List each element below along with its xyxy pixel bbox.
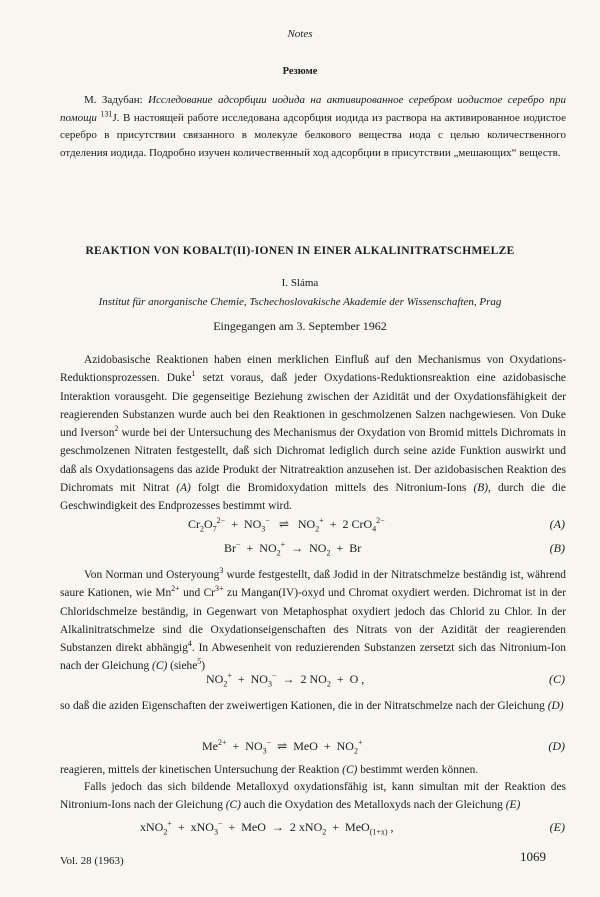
isotope-element: J. bbox=[112, 111, 120, 124]
page-number: 1069 bbox=[520, 849, 546, 864]
equation-d-formula: $Me^{2+} + NO_3^-$ ⇌ MeO + $NO_2^+$ bbox=[202, 738, 363, 756]
paragraph-4: reagieren, mittels der kinetischen Untersuchung der Reaktion (C) bestimmt werden können. bbox=[60, 764, 479, 776]
volume-info: Vol. 28 (1963) bbox=[60, 855, 124, 867]
article-affiliation: Institut für anorganische Chemie, Tschechoslovakische Akademie der Wissenschaften, Prag bbox=[98, 296, 502, 308]
received-date: Eingegangen am 3. September 1962 bbox=[213, 319, 387, 333]
equation-a-formula: $Cr_2O_7^{2-} + NO_3^-$ ⇌ $NO_2^+ + 2$ CrO$_4^{2-}$ bbox=[188, 516, 385, 534]
equation-c-formula: $NO_2^+ + NO_3^- \to 2$ $NO_2 + O$ , bbox=[206, 671, 365, 689]
running-head: Notes bbox=[287, 28, 313, 40]
equation-d-label: (D) bbox=[548, 739, 565, 753]
isotope-mass: 131 bbox=[100, 108, 113, 118]
paragraph-5: Falls jedoch das sich bildende Metalloxyd oxydationsfähig ist, kann simultan mit der Reaktion des Nitronium-Ions nach der Gleichung (C) auch die Oxydation des Metalloxyds nach der Gleichung (E) bbox=[60, 781, 566, 812]
reference-marker: 3 bbox=[219, 566, 224, 576]
article-title: REAKTION VON KOBALT(II)-IONEN IN EINER ALKALINITRATSCHMELZE bbox=[85, 245, 515, 257]
reference-marker: 5 bbox=[197, 657, 202, 667]
equation-a bbox=[150, 515, 565, 533]
paragraph-1: Azidobasische Reaktionen haben einen merklichen Einfluß auf den Mechanismus von Oxydations-Reduktionsprozessen. Duke$^1$ setzt voraus, daß jeder Oxydations-Reduktionsreaktion eine azidobasische Interaktion vorausgeht. Die gegenseitige Beziehung zwischen der Azidität und der Oxydationsfähigkeit der reagierenden Substanzen wurde auch bei den Reaktionen in geschmolzenen Salzen nachgewiesen. Von Duke und Iverson$^2$ wurde bei der Untersuchung des Mechanismus der Oxydation von Bromid mittels Dichromats in geschmolzenen Nitraten festgestellt, daß sich Dichromat lediglich durch seine azide Funktion auswirkt und daß als Oxydationsagens das azide Produkt der Nitratreaktion anzusehen ist. Der azidobasischen Reaktion des Dichromats mit Nitrat (A) folgt die Bromidoxydation mittels des Nitronium-Ions (B), durch die die Geschwindigkeit des Endprozesses bestimmt wird. bbox=[60, 354, 566, 513]
resume-author: M. Задубан: bbox=[84, 94, 143, 106]
paragraph-2: Von Norman und Osteryoung$^3$ wurde festgestellt, daß Jodid in der Nitratschmelze beständig ist, während saure Kationen, wie $Mn^{2+}$ und $Cr^{3+}$ zu Mangan(IV)-oxyd und Chromat oxydiert werden. Dichromat ist in der Chloridschmelze beständig, in Gegenwart von Metaphosphat oxydiert jedoch das Chlorid zu Chlor. In der Alkalinitratschmelze sind die Oxydationseigenschaften des Nitrats von der Azidität der reagierenden Substanzen direkt abhängig$^4$. In Abwesenheit von reduzierenden Substanzen zersetzt sich das Nitronium-Ion nach der Gleichung (C) (siehe$^5$) bbox=[60, 566, 567, 673]
paragraph-3: so daß die aziden Eigenschaften der zweiwertigen Kationen, die in der Nitratschmelze nach der Gleichung (D) bbox=[60, 700, 564, 712]
equation-e-formula: xNO$_2$+ + xNO$_3$− + MeO → 2 xNO$_2$ + MeO$_{(1+x)}$ , bbox=[140, 819, 394, 837]
equation-c bbox=[150, 670, 565, 688]
equation-c-label: (C) bbox=[549, 672, 565, 686]
resume-body: В настоящей работе исследована адсорбция иодида из раствора на активированное иодистое серебро в присутствии связанного в молекуле белкового вещества иода с целью количественного отделения иодида. Подробно изучен количественный ход адсорбции в присутствии „мешающих“ веществ. bbox=[60, 111, 567, 159]
resume-heading: Резюме bbox=[282, 66, 318, 77]
reference-marker: 2 bbox=[114, 424, 119, 434]
reference-marker: 1 bbox=[191, 369, 196, 379]
equation-b bbox=[150, 539, 565, 557]
equation-e-label: (E) bbox=[549, 820, 565, 834]
equation-b-formula: $Br^- + NO_2^+ \to NO_2 + Br$ bbox=[224, 540, 362, 558]
equation-d bbox=[150, 737, 565, 755]
resume-paragraph bbox=[60, 92, 566, 162]
article-author: I. Sláma bbox=[281, 277, 319, 289]
equation-b-label: (B) bbox=[549, 541, 565, 555]
resume-article-title: Исследование адсорбции иодида на активированное серебром иодистое серебро при помощи bbox=[60, 94, 566, 124]
equation-e bbox=[140, 818, 565, 837]
equation-a-label: (A) bbox=[549, 517, 565, 531]
reference-marker: 4 bbox=[187, 639, 192, 649]
